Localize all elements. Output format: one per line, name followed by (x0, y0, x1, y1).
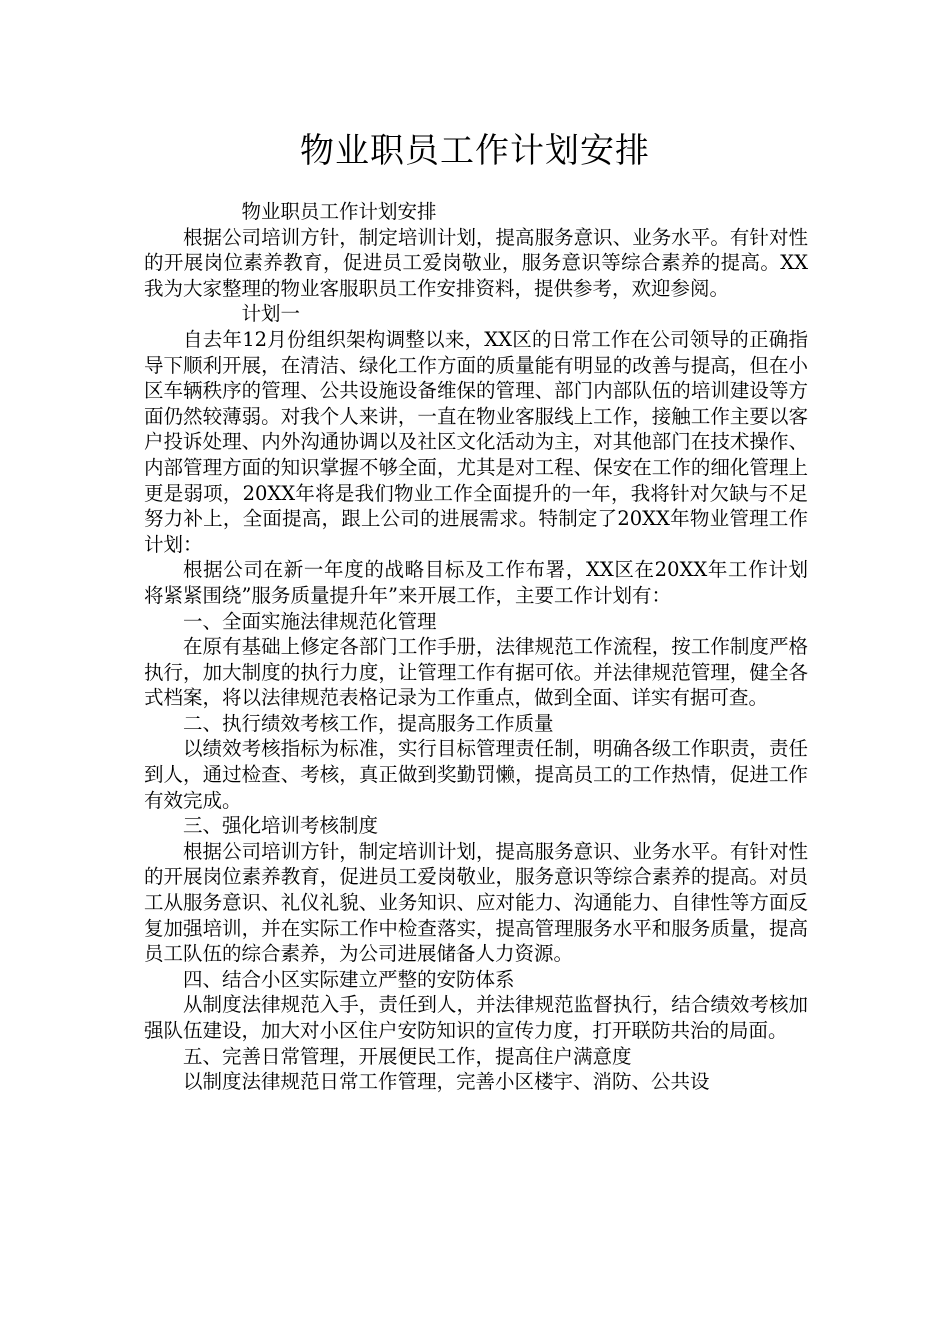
section-body-3: 根据公司培训方针，制定培训计划，提高服务意识、业务水平。有针对性的开展岗位素养教育，促进员工爱岗敬业，服务意识等综合素养的提高。对员工从服务意识、礼仪礼貌、业务知识、应对能力、沟通能力、自律性等方面反复加强培训，并在实际工作中检查落实，提高管理服务水平和服务质量，提高员工队伍的综合素养，为公司进展储备人力资源。 (144, 839, 808, 966)
strategy-paragraph: 根据公司在新一年度的战略目标及工作布署，XX区在20XX年工作计划将紧紧围绕”服务质量提升年”来开展工作，主要工作计划有： (144, 558, 808, 607)
section-body-1: 在原有基础上修定各部门工作手册，法律规范工作流程，按工作制度严格执行，加大制度的执行力度，让管理工作有据可依。并法律规范管理，健全各式档案，将以法律规范表格记录为工作重点，做到全面、详实有据可查。 (144, 635, 808, 710)
intro-paragraph: 根据公司培训方针，制定培训计划，提高服务意识、业务水平。有针对性的开展岗位素养教育，促进员工爱岗敬业，服务意识等综合素养的提高。XX我为大家整理的物业客服职员工作安排资料，提供参考，欢迎参阅。 (144, 225, 808, 300)
subtitle-paragraph: 物业职员工作计划安排 (241, 200, 437, 223)
section-heading-1: 一、全面实施法律规范化管理 (183, 609, 437, 633)
section-heading-2: 二、执行绩效考核工作，提高服务工作质量 (183, 711, 554, 735)
section-heading-3: 三、强化培训考核制度 (183, 814, 379, 838)
section-heading-4: 四、结合小区实际建立严整的安防体系 (183, 967, 515, 991)
section-body-2: 以绩效考核指标为标准，实行目标管理责任制，明确各级工作职责，责任到人，通过检查、考核，真正做到奖勤罚懒，提高员工的工作热情，促进工作有效完成。 (144, 737, 808, 812)
document-body (144, 199, 808, 1095)
section-body-4: 从制度法律规范入手，责任到人，并法律规范监督执行，结合绩效考核加强队伍建设，加大对小区住户安防知识的宣传力度，打开联防共治的局面。 (144, 993, 808, 1042)
plan-heading: 计划一 (241, 302, 301, 326)
section-body-5: 以制度法律规范日常工作管理，完善小区楼宇、消防、公共设 (183, 1070, 710, 1094)
document-title: 物业职员工作计划安排 (300, 131, 650, 171)
background-paragraph: 自去年12月份组织架构调整以来，XX区的日常工作在公司领导的正确指导下顺利开展，在清洁、绿化工作方面的质量能有明显的改善与提高，但在小区车辆秩序的管理、公共设施设备维保的管理、部门内部队伍的培训建设等方面仍然较薄弱。对我个人来讲，一直在物业客服线上工作，接触工作主要以客户投诉处理、内外沟通协调以及社区文化活动为主，对其他部门在技术操作、内部管理方面的知识掌握不够全面，尤其是对工程、保安在工作的细化管理上更是弱项，20XX年将是我们物业工作全面提升的一年，我将针对欠缺与不足努力补上，全面提高，跟上公司的进展需求。特制定了20XX年物业管理工作计划： (144, 327, 808, 556)
section-heading-5: 五、完善日常管理，开展便民工作，提高住户满意度 (183, 1044, 632, 1068)
